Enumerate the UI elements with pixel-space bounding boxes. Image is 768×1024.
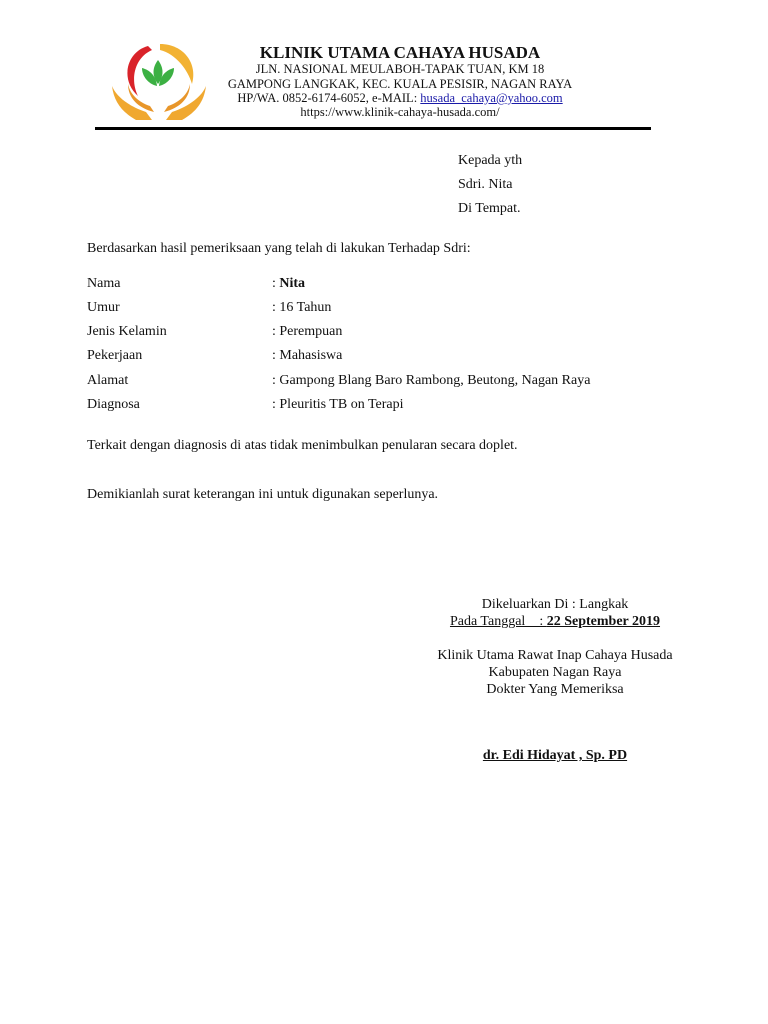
issued-at: Dikeluarkan Di : Langkak [481,597,629,612]
doctor-name: dr. Edi Hidayat , Sp. PD [482,748,628,763]
field-value: : Pleuritis TB on Terapi [272,397,404,412]
org-line: Dokter Yang Memeriksa [486,682,624,697]
field-value: : Mahasiswa [272,348,343,363]
issue-date: Pada Tanggal : 22 September 2019 [449,614,661,629]
website: https://www.klinik-cahaya-husada.com/ [300,105,500,119]
field-value: : Nita [272,276,306,291]
field-value: : 16 Tahun [272,300,332,315]
contact-phone: HP/WA. 0852-6174-6052, e-MAIL: [237,91,421,105]
field-label: Nama [87,276,121,291]
field-label: Diagnosa [87,397,140,412]
address-line-1: JLN. NASIONAL MEULABOH-TAPAK TUAN, KM 18 [255,62,545,76]
address-line-2: GAMPONG LANGKAK, KEC. KUALA PESISIR, NAGAN RAYA [227,77,573,91]
org-line: Kabupaten Nagan Raya [488,665,622,680]
recipient-line: Sdri. Nita [458,177,513,192]
clinic-name: KLINIK UTAMA CAHAYA HUSADA [259,43,541,62]
statement-text: Terkait dengan diagnosis di atas tidak menimbulkan penularan secara doplet. [87,438,518,453]
field-value: : Perempuan [272,324,343,339]
field-label: Umur [87,300,120,315]
field-label: Jenis Kelamin [87,324,167,339]
intro-text: Berdasarkan hasil pemeriksaan yang telah di lakukan Terhadap Sdri: [87,241,471,256]
header-divider [95,127,651,130]
recipient-line: Kepada yth [458,153,523,168]
contact-line [180,91,620,105]
field-label: Pekerjaan [87,348,143,363]
email-link[interactable]: husada_cahaya@yahoo.com [420,91,563,105]
closing-text: Demikianlah surat keterangan ini untuk digunakan seperlunya. [87,487,439,502]
recipient-line: Di Tempat. [458,201,521,216]
field-value: : Gampong Blang Baro Rambong, Beutong, Nagan Raya [272,373,591,388]
field-label: Alamat [87,373,129,388]
org-line: Klinik Utama Rawat Inap Cahaya Husada [437,648,673,663]
